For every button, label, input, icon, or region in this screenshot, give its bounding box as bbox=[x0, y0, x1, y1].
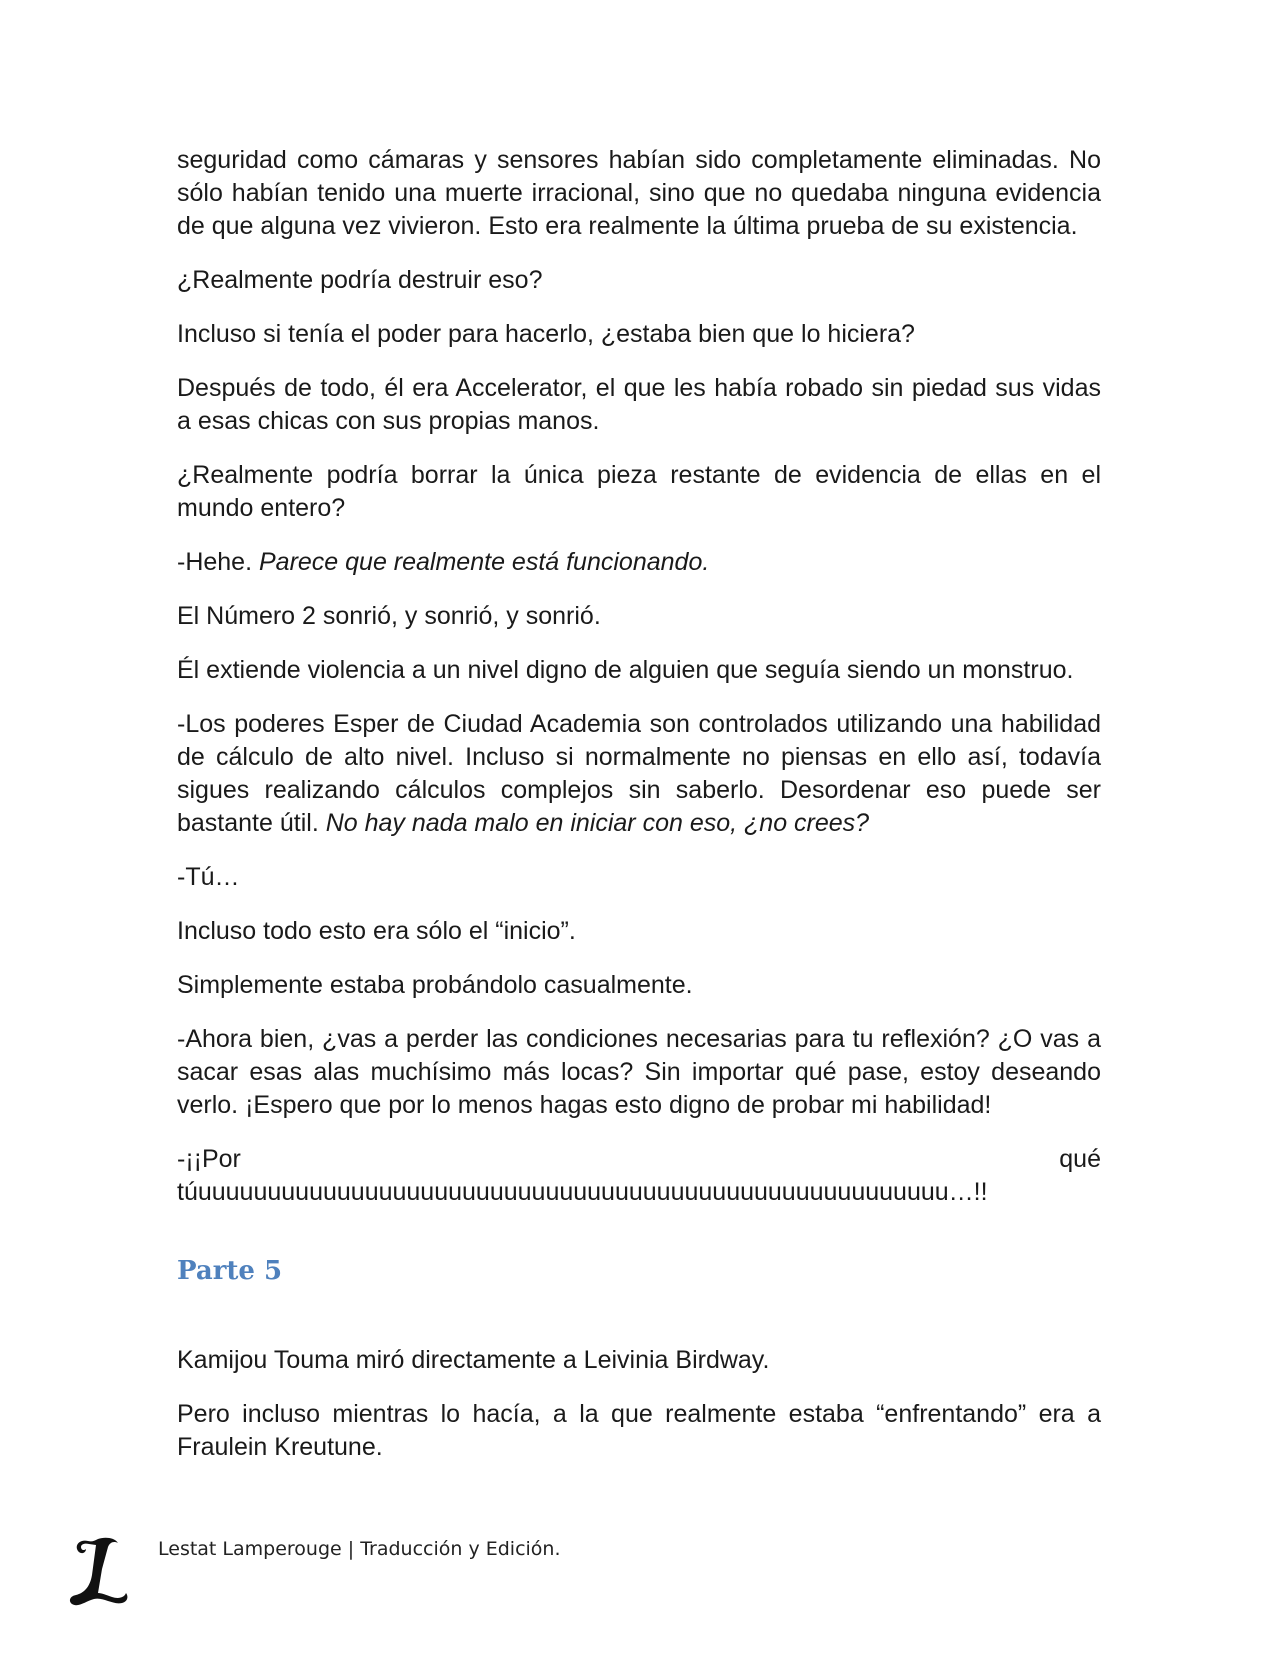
body-text-section-after-heading bbox=[177, 1344, 1101, 1485]
gothic-l-logo-icon bbox=[66, 1535, 130, 1609]
paragraph: -¡¡Por qué túuuuuuuuuuuuuuuuuuuuuuuuuuuuuuuuuuuuuuuuuuuuuuuuuuuuuuu…!! bbox=[177, 1145, 1101, 1206]
paragraph-text: -Hehe. bbox=[177, 548, 259, 576]
paragraph: -Ahora bien, ¿vas a perder las condiciones necesarias para tu reflexión? ¿O vas a sacar esas alas muchísimo más locas? Sin importar qué pase, estoy deseando verlo. ¡Espero que por lo menos hagas esto digno de probar mi habilidad! bbox=[177, 1025, 1101, 1119]
paragraph: Incluso todo esto era sólo el “inicio”. bbox=[177, 917, 576, 945]
paragraph: Después de todo, él era Accelerator, el que les había robado sin piedad sus vidas a esas chicas con sus propias manos. bbox=[177, 374, 1101, 435]
paragraph bbox=[177, 546, 1101, 579]
paragraph: Simplemente estaba probándolo casualmente. bbox=[177, 971, 693, 999]
paragraph: Kamijou Touma miró directamente a Leivinia Birdway. bbox=[177, 1346, 770, 1374]
paragraph-text: -Los poderes Esper de Ciudad Academia son controlados utilizando una habilidad de cálculo de alto nivel. Incluso si normalmente no piensas en ello así, todavía sigues realizando cálculos complejos sin saberlo. Desordenar eso puede ser bastante útil. bbox=[177, 710, 1101, 837]
paragraph: ¿Realmente podría borrar la única pieza restante de evidencia de ellas en el mundo entero? bbox=[177, 461, 1101, 522]
paragraph-italic-text: Parece que realmente está funcionando. bbox=[258, 548, 710, 576]
paragraph: Incluso si tenía el poder para hacerlo, ¿estaba bien que lo hiciera? bbox=[177, 320, 915, 348]
section-heading: Parte 5 bbox=[177, 1256, 283, 1286]
paragraph-italic-text: No hay nada malo en iniciar con eso, ¿no crees? bbox=[325, 809, 870, 837]
paragraph: El Número 2 sonrió, y sonrió, y sonrió. bbox=[177, 602, 601, 630]
paragraph: ¿Realmente podría destruir eso? bbox=[177, 266, 543, 294]
footer-credit: Lestat Lamperouge | Traducción y Edición. bbox=[158, 1538, 561, 1560]
paragraph: Pero incluso mientras lo hacía, a la que realmente estaba “enfrentando” era a Fraulein Kreutune. bbox=[177, 1400, 1101, 1461]
body-text-section bbox=[177, 144, 1101, 1230]
paragraph: Él extiende violencia a un nivel digno de alguien que seguía siendo un monstruo. bbox=[177, 656, 1074, 684]
paragraph bbox=[177, 708, 1101, 840]
paragraph: seguridad como cámaras y sensores habían sido completamente eliminadas. No sólo habían tenido una muerte irracional, sino que no quedaba ninguna evidencia de que alguna vez vivieron. Esto era realmente la última prueba de su existencia. bbox=[177, 146, 1101, 240]
paragraph: -Tú… bbox=[177, 863, 240, 891]
